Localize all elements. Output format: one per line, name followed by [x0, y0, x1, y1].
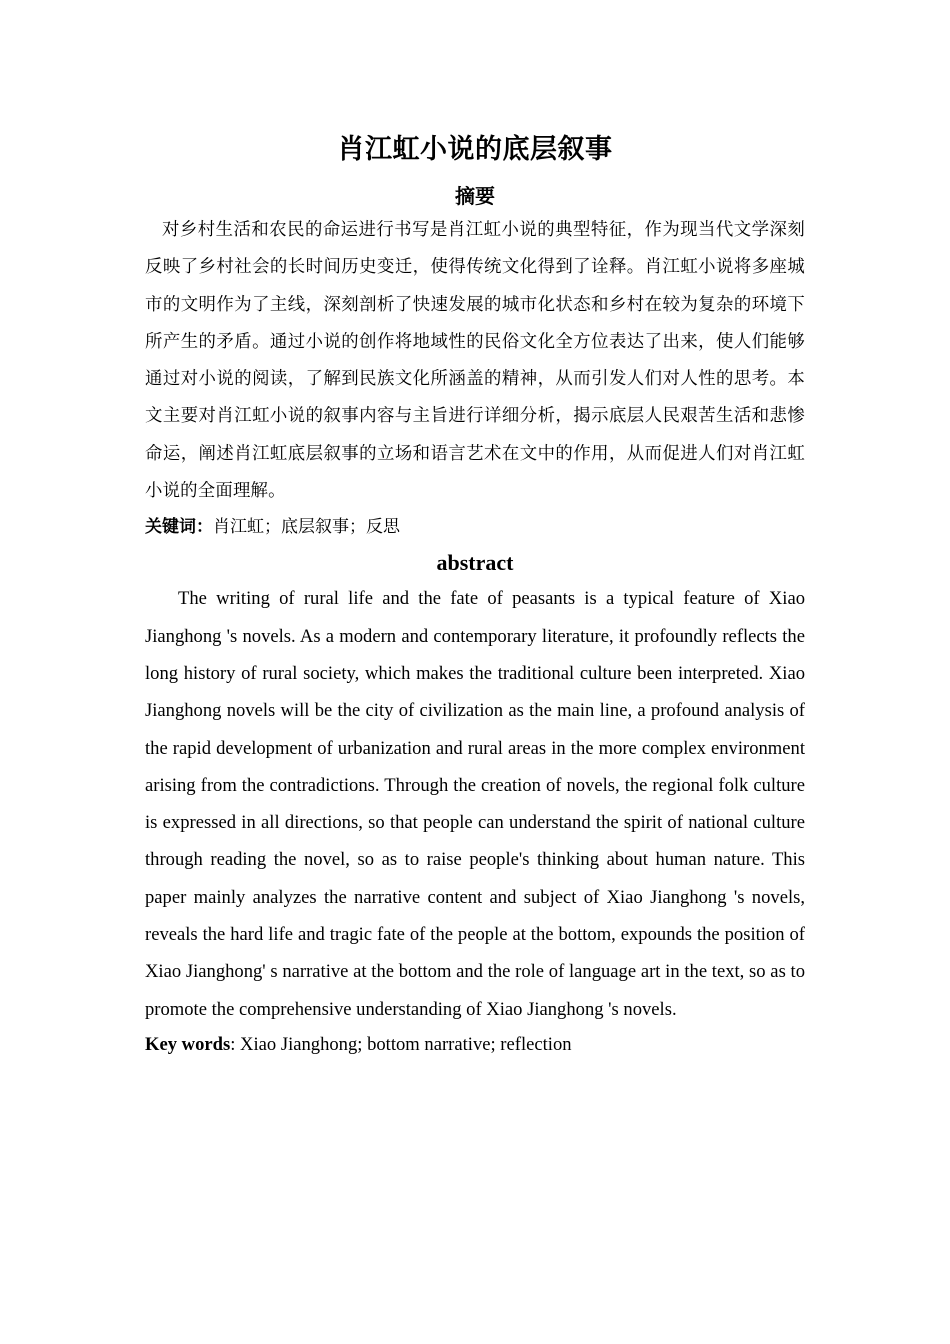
document-page [145, 126, 805, 1062]
chinese-keywords-label: 关键词： [145, 517, 213, 538]
english-abstract-body: The writing of rural life and the fate of peasants is a typical feature of Xiao Jianghong 's novels. As a modern and contemporary literature, it profoundly reflects the long history of rural society, which makes the traditional culture been interpreted. Xiao Jianghong novels will be the city of civilization as the main line, a profound analysis of the rapid development of urbanization and rural areas in the more complex environment arising from the contradictions. Through the creation of novels, the regional folk culture is expressed in all directions, so that people can understand the spirit of national culture through reading the novel, so as to raise people's thinking about human nature. This paper mainly analyzes the narrative content and subject of Xiao Jianghong 's novels, reveals the hard life and tragic fate of the people at the bottom, expounds the position of Xiao Jianghong' s narrative at the bottom and the role of language art in the text, so as to promote the comprehensive understanding of Xiao Jianghong 's novels. [145, 588, 805, 1020]
chinese-keywords [145, 510, 805, 544]
english-keywords-separator: : [230, 1033, 241, 1055]
english-keywords-value: Xiao Jianghong; bottom narrative; reflection [240, 1033, 572, 1055]
english-abstract-heading: abstract [436, 550, 514, 576]
chinese-abstract-body: 对乡村生活和农民的命运进行书写是肖江虹小说的典型特征，作为现当代文学深刻反映了乡村社会的长时间历史变迁，使得传统文化得到了诠释。肖江虹小说将多座城市的文明作为了主线，深刻剖析了快速发展的城市化状态和乡村在较为复杂的环境下所产生的矛盾。通过小说的创作将地域性的民俗文化全方位表达了出来，使人们能够通过对小说的阅读，了解到民族文化所涵盖的精神，从而引发人们对人性的思考。本文主要对肖江虹小说的叙事内容与主旨进行详细分析，揭示底层人民艰苦生活和悲惨命运，阐述肖江虹底层叙事的立场和语言艺术在文中的作用，从而促进人们对肖江虹小说的全面理解。 [145, 220, 805, 502]
english-abstract-section [145, 546, 805, 1062]
chinese-keywords-value: 肖江虹；底层叙事；反思 [213, 517, 400, 538]
english-keywords-label: Key words [145, 1033, 231, 1055]
paper-title: 肖江虹小说的底层叙事 [337, 134, 613, 165]
english-keywords [145, 1028, 805, 1062]
chinese-abstract-section [145, 180, 805, 544]
chinese-abstract-heading: 摘要 [455, 184, 495, 208]
